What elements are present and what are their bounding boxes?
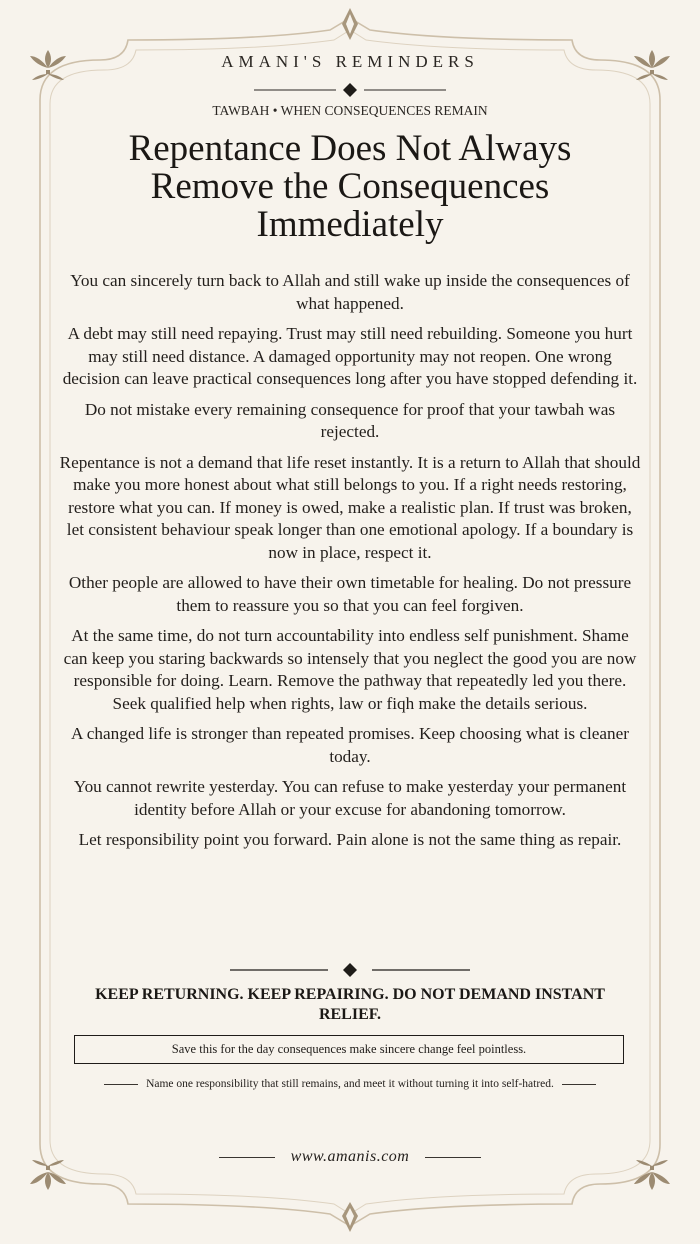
paragraph: You can sincerely turn back to Allah and still wake up inside the consequences of what happened.	[70, 271, 630, 313]
paragraph: Let responsibility point you forward. Pain alone is not the same thing as repair.	[78, 830, 622, 849]
website-link[interactable]: www.amanis.com	[290, 1148, 410, 1165]
page-title: Repentance Does Not Always Remove the Consequences Immediately	[128, 128, 572, 245]
divider-line	[104, 1084, 138, 1085]
closing-divider	[230, 961, 470, 979]
bottom-diamond-ornament	[342, 1202, 358, 1232]
action-note-row	[80, 1076, 620, 1092]
save-note-box	[74, 1035, 624, 1064]
divider-line	[562, 1084, 596, 1085]
paragraph: Other people are allowed to have their own timetable for healing. Do not pressure them to reassure you so that you can feel forgiven.	[68, 573, 632, 615]
action-note-text: Name one responsibility that still remains, and meet it without turning it into self-hatred.	[146, 1078, 554, 1090]
top-diamond-ornament	[342, 8, 358, 40]
brand-name: AMANI'S REMINDERS	[221, 52, 479, 71]
diamond-ornament	[343, 963, 357, 977]
article-body	[58, 270, 642, 860]
paragraph: A changed life is stronger than repeated promises. Keep choosing what is cleaner today.	[71, 724, 629, 766]
fleur-corner-ornament-bottom-right	[630, 1152, 674, 1196]
website-footer	[200, 1146, 500, 1168]
divider-line	[425, 1157, 481, 1158]
paragraph: A debt may still need repaying. Trust may still need rebuilding. Someone you hurt may still need distance. A damaged opportunity may not reopen. One wrong decision can leave practical consequences long after you have stopped defending it.	[62, 324, 638, 388]
paragraph: You cannot rewrite yesterday. You can refuse to make yesterday your permanent identity before Allah or your excuse for abandoning tomorrow.	[73, 777, 627, 819]
paragraph: At the same time, do not turn accountability into endless self punishment. Shame can keep you staring backwards so intensely that you neglect the good you are now responsible for doing. Learn. Remove the pathway that repeatedly led you there. Seek qualified help when rights, law or fiqh make the details serious.	[63, 626, 637, 713]
brand-divider	[250, 80, 450, 100]
fleur-corner-ornament-bottom-left	[26, 1152, 70, 1196]
closing-statement: KEEP RETURNING. KEEP REPAIRING. DO NOT DEMAND INSTANT RELIEF.	[95, 986, 605, 1023]
topic-tag: TAWBAH • WHEN CONSEQUENCES REMAIN	[212, 103, 488, 118]
save-note-text: Save this for the day consequences make sincere change feel pointless.	[171, 1042, 527, 1056]
paragraph: Repentance is not a demand that life reset instantly. It is a return to Allah that should make you more honest about what still belongs to you. If a right needs restoring, restore what you can. If money is owed, make a realistic plan. If trust was broken, let consistent behaviour speak longer than one emotional apology. If a boundary is now in place, respect it.	[59, 452, 641, 562]
divider-line	[219, 1157, 275, 1158]
diamond-ornament	[343, 83, 357, 97]
paragraph: Do not mistake every remaining consequence for proof that your tawbah was rejected.	[84, 399, 616, 441]
